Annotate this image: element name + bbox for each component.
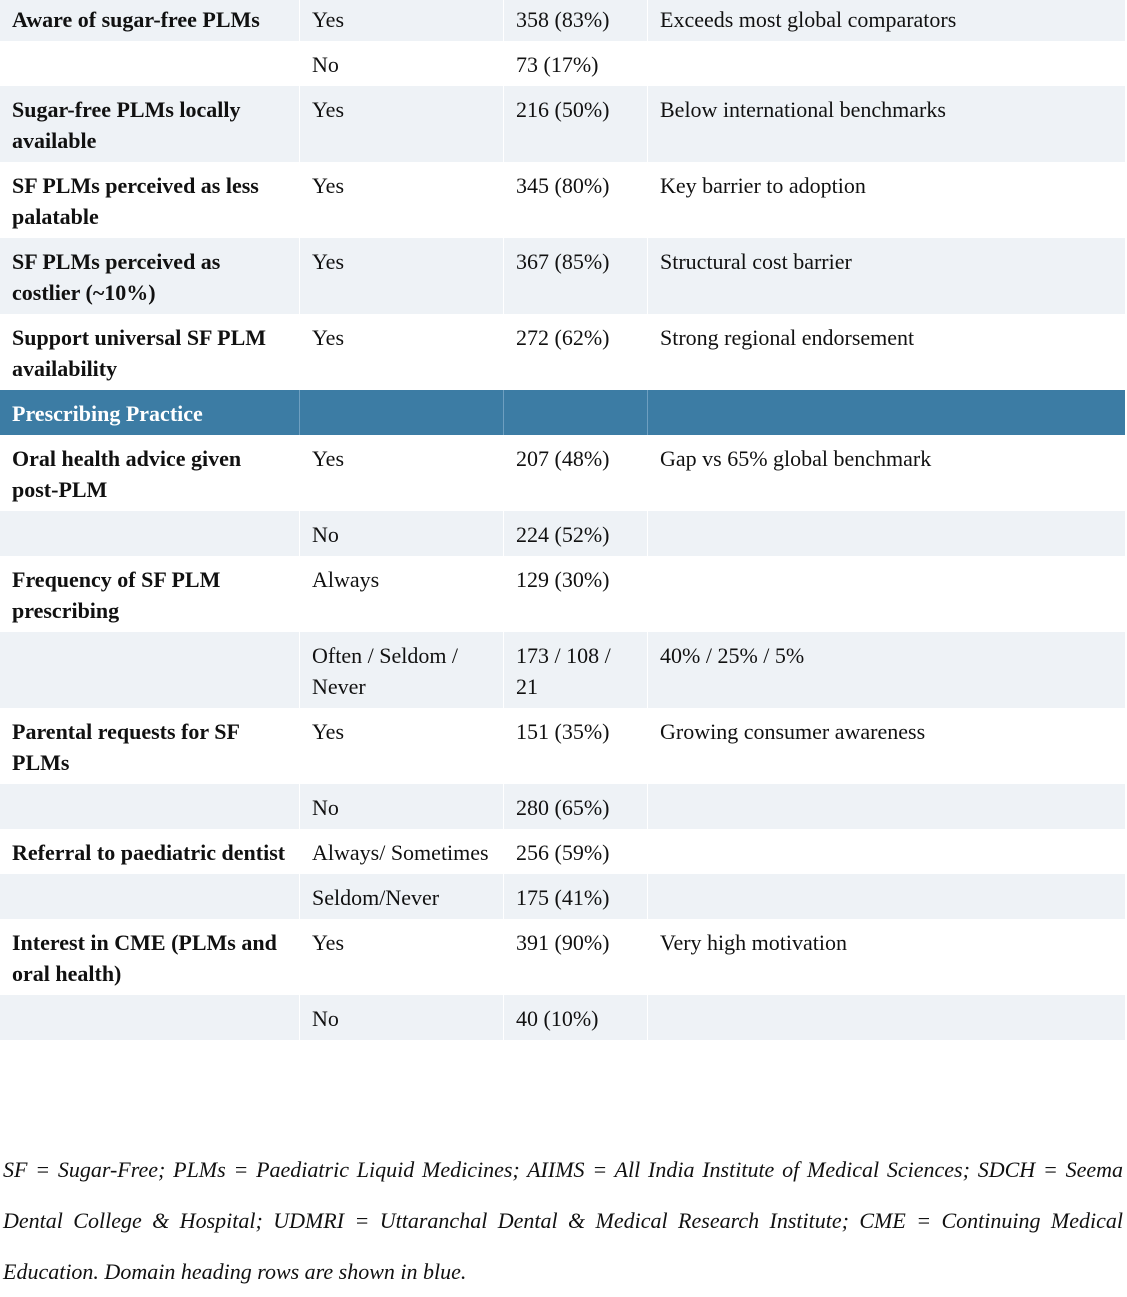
count-cell: 175 (41%) xyxy=(504,874,648,919)
response-cell: Yes xyxy=(300,238,504,314)
item-label-cell xyxy=(0,784,300,829)
response-cell: Yes xyxy=(300,708,504,784)
response-cell: No xyxy=(300,784,504,829)
table-row xyxy=(0,511,1125,556)
count-cell: 280 (65%) xyxy=(504,784,648,829)
count-cell: 40 (10%) xyxy=(504,995,648,1040)
response-cell: No xyxy=(300,511,504,556)
item-label-cell xyxy=(0,995,300,1040)
item-label-cell: Frequency of SF PLM prescribing xyxy=(0,556,300,632)
count-cell: 272 (62%) xyxy=(504,314,648,390)
table-row xyxy=(0,41,1125,86)
table-row xyxy=(0,874,1125,919)
response-cell: Yes xyxy=(300,162,504,238)
table-row xyxy=(0,995,1125,1040)
count-cell: 367 (85%) xyxy=(504,238,648,314)
item-label-cell: Oral health advice given post-PLM xyxy=(0,435,300,511)
note-cell: Key barrier to adoption xyxy=(648,162,1125,238)
response-cell: No xyxy=(300,995,504,1040)
table-row xyxy=(0,86,1125,162)
count-cell: 207 (48%) xyxy=(504,435,648,511)
note-cell xyxy=(648,874,1125,919)
response-cell: Seldom/Never xyxy=(300,874,504,919)
count-cell: 73 (17%) xyxy=(504,41,648,86)
note-cell: 40% / 25% / 5% xyxy=(648,632,1125,708)
count-cell: 391 (90%) xyxy=(504,919,648,995)
count-cell: 151 (35%) xyxy=(504,708,648,784)
item-label-cell xyxy=(0,41,300,86)
response-cell: Always xyxy=(300,556,504,632)
table-row xyxy=(0,0,1125,41)
table-footnote: SF = Sugar-Free; PLMs = Paediatric Liquid Medicines; AIIMS = All India Institute of Medical Sciences; SDCH = Seema Dental College & Hospital; UDMRI = Uttaranchal Dental & Medical Research Institute; CME = Continuing Medical Education. Domain heading rows are shown in blue. xyxy=(3,1157,1123,1284)
item-label-cell: SF PLMs perceived as less palatable xyxy=(0,162,300,238)
item-label-cell: Support universal SF PLM availability xyxy=(0,314,300,390)
domain-heading-empty-cell xyxy=(300,390,504,435)
note-cell xyxy=(648,995,1125,1040)
note-cell: Strong regional endorsement xyxy=(648,314,1125,390)
count-cell: 345 (80%) xyxy=(504,162,648,238)
table-row xyxy=(0,632,1125,708)
count-cell: 129 (30%) xyxy=(504,556,648,632)
note-cell: Structural cost barrier xyxy=(648,238,1125,314)
count-cell: 224 (52%) xyxy=(504,511,648,556)
domain-heading: Prescribing Practice xyxy=(0,390,300,435)
note-cell: Below international benchmarks xyxy=(648,86,1125,162)
table-row xyxy=(0,784,1125,829)
table-row xyxy=(0,435,1125,511)
item-label-cell xyxy=(0,874,300,919)
item-label-cell: Parental requests for SF PLMs xyxy=(0,708,300,784)
note-cell: Growing consumer awareness xyxy=(648,708,1125,784)
item-label-cell xyxy=(0,511,300,556)
domain-heading-empty-cell xyxy=(648,390,1125,435)
item-label-cell: SF PLMs perceived as costlier (~10%) xyxy=(0,238,300,314)
note-cell xyxy=(648,511,1125,556)
table-row xyxy=(0,919,1125,995)
count-cell: 358 (83%) xyxy=(504,0,648,41)
domain-heading-row xyxy=(0,390,1125,435)
note-cell xyxy=(648,41,1125,86)
response-cell: Yes xyxy=(300,0,504,41)
count-cell: 256 (59%) xyxy=(504,829,648,874)
response-cell: Yes xyxy=(300,86,504,162)
response-cell: Yes xyxy=(300,919,504,995)
response-cell: No xyxy=(300,41,504,86)
response-cell: Often / Seldom / Never xyxy=(300,632,504,708)
table-row xyxy=(0,829,1125,874)
note-cell xyxy=(648,556,1125,632)
note-cell xyxy=(648,784,1125,829)
note-cell: Very high motivation xyxy=(648,919,1125,995)
response-cell: Always/ Sometimes xyxy=(300,829,504,874)
table-row xyxy=(0,314,1125,390)
count-cell: 173 / 108 / 21 xyxy=(504,632,648,708)
domain-heading-empty-cell xyxy=(504,390,648,435)
item-label-cell: Interest in CME (PLMs and oral health) xyxy=(0,919,300,995)
table-row xyxy=(0,238,1125,314)
table-row xyxy=(0,556,1125,632)
note-cell: Exceeds most global comparators xyxy=(648,0,1125,41)
count-cell: 216 (50%) xyxy=(504,86,648,162)
item-label-cell: Referral to paediatric dentist xyxy=(0,829,300,874)
note-cell xyxy=(648,829,1125,874)
item-label-cell: Sugar-free PLMs locally available xyxy=(0,86,300,162)
table-row xyxy=(0,162,1125,238)
note-cell: Gap vs 65% global benchmark xyxy=(648,435,1125,511)
response-cell: Yes xyxy=(300,314,504,390)
response-cell: Yes xyxy=(300,435,504,511)
item-label-cell: Aware of sugar-free PLMs xyxy=(0,0,300,41)
table-row xyxy=(0,708,1125,784)
item-label-cell xyxy=(0,632,300,708)
